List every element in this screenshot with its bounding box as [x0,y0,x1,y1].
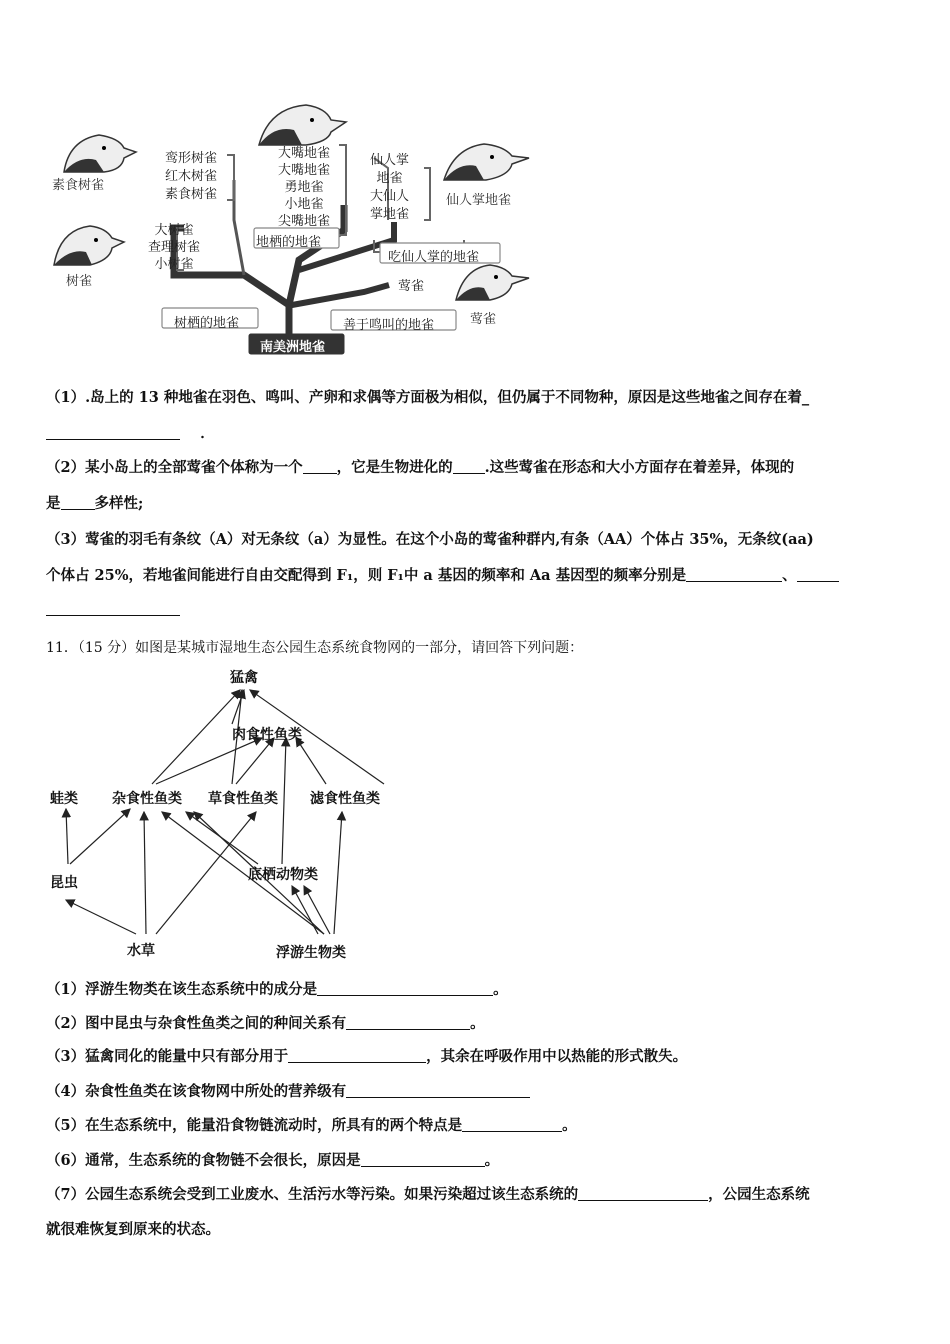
q10-part2-text-d: 是 [46,495,61,512]
answer-blank[interactable] [462,1116,562,1132]
node-raptor: 猛禽 [230,670,258,686]
species-item: 勇地雀 [284,180,324,195]
answer-blank[interactable] [46,600,180,616]
q11-sub5-text: （5）在生态系统中，能量沿食物链流动时，所具有的两个特点是 [46,1117,463,1134]
q10-part2-text-b: ，它是生物进化的 [336,459,453,476]
food-web-figure [44,666,404,966]
species-item: 大嘴地雀 [278,163,331,178]
answer-blank[interactable] [346,1014,470,1030]
species-item: 地雀 [376,171,403,186]
species-item: 掌地雀 [370,207,410,222]
q11-sub5 [46,1116,577,1136]
tree-finch-bird [54,226,124,265]
q10-part2-cont [46,494,143,514]
node-plant: 水草 [127,943,155,959]
q11-sub6 [46,1151,499,1171]
q10-part3-answer-line [46,600,180,620]
answer-blank[interactable] [797,566,839,582]
species-item: 查理树雀 [148,240,201,255]
answer-blank[interactable] [686,566,782,582]
node-insect: 昆虫 [50,875,78,891]
species-item: 素食树雀 [165,187,218,202]
answer-blank[interactable] [288,1047,426,1063]
q10-part3-cont [46,566,839,586]
tree-finch-species-list [148,222,200,273]
q11-header [46,638,583,658]
q11-sub5-end: 。 [562,1117,577,1134]
singing-group-label: 善于鸣叫的地雀 [343,318,435,333]
q11-sub6-end: 。 [484,1152,500,1169]
big-beak-ground-finch-bird [259,105,346,145]
node-plankton: 浮游生物类 [276,945,346,961]
q11-sub3 [46,1047,687,1067]
q11-sub6-text: （6）通常，生态系统的食物链不会很长，原因是 [46,1152,361,1169]
node-carnivore: 肉食性鱼类 [232,727,302,743]
q11-sub7-text: （7）公园生态系统会受到工业废水、生活污水等污染。如果污染超过该生态系统的 [46,1186,579,1203]
food-web-drawing [44,666,404,966]
species-item: 尖嘴地雀 [278,214,331,229]
species-item: 大仙人 [370,189,410,204]
species-item: 大树雀 [154,223,194,238]
q10-part1 [46,388,809,408]
node-frog: 蛙类 [50,791,78,807]
warbler-finch-bird [456,265,529,300]
q11-sub3-text: （3）猛禽同化的能量中只有部分用于 [46,1048,289,1065]
answer-blank[interactable] [46,424,180,440]
q11-sub7-end: ，公园生态系统 [708,1186,810,1203]
q10-part1-end: ． [200,425,215,442]
q10-part2-text-c: .这些莺雀在形态和大小方面存在着差异，体现的 [484,459,795,476]
tree-ground-group-label: 树栖的地雀 [174,316,240,331]
species-item: 红木树雀 [165,169,218,184]
q10-part3-text-c: 、 [782,567,797,584]
species-item: 小树雀 [154,257,194,272]
node-herbivore: 草食性鱼类 [208,791,278,807]
q11-sub2 [46,1014,485,1034]
warbler-species-label: 莺雀 [398,279,425,294]
q11-sub1 [46,980,508,1000]
finch-tree-figure [44,100,544,360]
node-omnivore: 杂食性鱼类 [112,791,182,807]
warbler-label: 莺雀 [470,312,497,327]
q11-sub4 [46,1082,530,1102]
q11-sub1-end: 。 [493,981,508,998]
cactus-finch-bird [444,144,529,180]
vegetarian-finch-label: 素食树雀 [52,178,105,193]
q11-sub7-text-c: 就很难恢复到原来的状态。 [46,1221,220,1238]
vegetarian-species-list [165,150,217,204]
tree-finch-label: 树雀 [66,274,93,289]
root-label: 南美洲地雀 [260,340,326,355]
q10-part3-text-a: （3）莺雀的羽毛有条纹（A）对无条纹（a）为显性。在这个小岛的莺雀种群内,有条（AA）个体占 35%，无条纹(aa) [46,531,814,548]
q10-part2 [46,458,794,478]
ground-group-label: 地栖的地雀 [256,235,322,250]
finch-tree-drawing [44,100,544,360]
q10-part2-text-a: （2）某小岛上的全部莺雀个体称为一个 [46,459,303,476]
answer-blank[interactable] [361,1151,485,1167]
q11-sub4-text: （4）杂食性鱼类在该食物网中所处的营养级有 [46,1083,347,1100]
answer-blank[interactable] [317,980,493,996]
q10-part3 [46,530,814,550]
answer-blank[interactable] [303,458,337,474]
answer-blank[interactable] [346,1082,530,1098]
q11-sub7 [46,1185,810,1205]
q11-sub2-end: 。 [470,1015,485,1032]
q10-part2-text-e: 多样性; [94,495,144,512]
q10-part1-text: （1）.岛上的 13 种地雀在羽色、鸣叫、产卵和求偶等方面极为相似，但仍属于不同物种，原因是这些地雀之间存在着_ [46,389,810,406]
q11-sub1-text: （1）浮游生物类在该生态系统中的成分是 [46,981,318,998]
species-item: 大嘴地雀 [278,146,331,161]
node-benthic: 底栖动物类 [248,867,318,883]
species-item: 仙人掌 [370,153,410,168]
q10-part3-text-b: 个体占 25%，若地雀间能进行自由交配得到 F₁，则 F₁中 a 基因的频率和 Aa 基因型的频率分别是 [46,567,687,584]
node-filter: 滤食性鱼类 [310,791,380,807]
answer-blank[interactable] [578,1185,708,1201]
cactus-finch-label: 仙人掌地雀 [446,193,512,208]
q11-sub3-end: ，其余在呼吸作用中以热能的形式散失。 [426,1048,688,1065]
vegetarian-finch-bird [64,135,136,172]
species-item: 鸾形树雀 [165,151,218,166]
q11-sub7-cont [46,1220,220,1240]
species-item: 小地雀 [284,197,324,212]
q11-sub2-text: （2）图中昆虫与杂食性鱼类之间的种间关系有 [46,1015,347,1032]
cactus-species-list [370,152,409,224]
ground-species-list [278,145,330,230]
answer-blank[interactable] [61,494,95,510]
answer-blank[interactable] [453,458,485,474]
q11-header-text: 11．（15 分）如图是某城市湿地生态公园生态系统食物网的一部分，请回答下列问题： [46,640,584,656]
cactus-group-label: 吃仙人掌的地雀 [388,250,480,265]
q10-part1-answer-line [46,424,215,444]
